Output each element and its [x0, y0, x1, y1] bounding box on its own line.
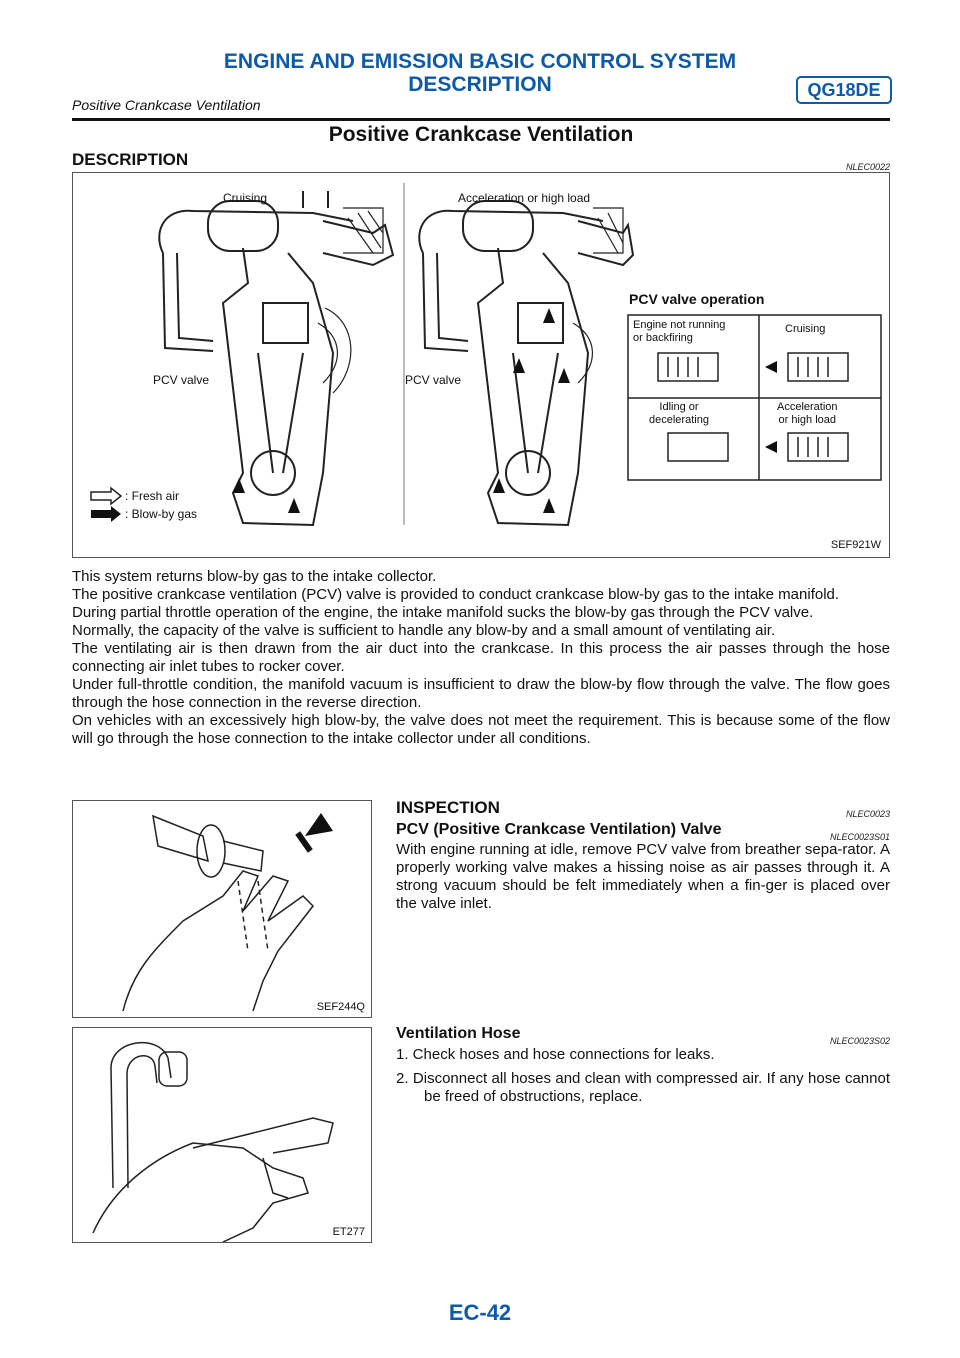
op-cell-idling-line2: decelerating	[649, 414, 709, 426]
description-code: NLEC0022	[845, 162, 890, 172]
op-cell-accel	[777, 401, 838, 427]
list-item: 2. Disconnect all hoses and clean with compressed air. If any hose cannot be freed of obstructions, replace.	[396, 1070, 890, 1105]
description-text	[72, 568, 890, 748]
list-item: 1. Check hoses and hose connections for leaks.	[396, 1046, 715, 1063]
op-cell-cruising: Cruising	[785, 323, 826, 335]
paragraph: This system returns blow-by gas to the intake collector.	[72, 568, 437, 585]
pcv-valve-code: NLEC0023S01	[829, 832, 890, 842]
section-title: Positive Crankcase Ventilation	[328, 123, 634, 146]
label-pcv-left: PCV valve	[153, 373, 210, 387]
label-accel: Acceleration or high load	[458, 191, 591, 205]
ventilation-hose-steps	[396, 1046, 890, 1106]
ventilation-hose-code: NLEC0023S02	[829, 1036, 890, 1046]
op-cell-engine-off-line2: or backfiring	[633, 332, 693, 344]
pcv-system-figure	[72, 172, 890, 558]
op-cell-accel-line2: or high load	[778, 414, 837, 426]
legend-fresh-air: : Fresh air	[125, 489, 180, 503]
pcv-system-diagram	[73, 173, 889, 557]
op-cell-idling-line1: Idling or	[659, 401, 699, 413]
hose-cleaning-drawing	[73, 1028, 371, 1242]
legend-blowby: : Blow-by gas	[125, 507, 198, 521]
label-pcv-right: PCV valve	[405, 373, 462, 387]
model-badge: QG18DE	[796, 76, 892, 104]
inspection-heading: INSPECTION	[396, 798, 500, 817]
figure-caption-et277: ET277	[332, 1226, 365, 1238]
paragraph: Normally, the capacity of the valve is sufficient to handle any blow-by and a small amount of ventilating air.	[72, 622, 776, 639]
header-rule	[72, 118, 890, 121]
figure-caption-sef921w: SEF921W	[830, 539, 881, 551]
op-cell-idling	[649, 401, 709, 427]
header-title-line2: DESCRIPTION	[408, 73, 552, 96]
pcv-valve-text: With engine running at idle, remove PCV valve from breather sepa-rator. A properly working valve makes a hissing noise as air passes through it. A strong vacuum should be felt immediately when a fin-ger is placed over the valve inlet.	[396, 841, 890, 912]
pcv-valve-figure	[72, 800, 372, 1018]
page-number: EC-42	[448, 1300, 512, 1325]
pcv-valve-heading: PCV (Positive Crankcase Ventilation) Valve	[396, 821, 722, 838]
pcv-valve-hand-drawing	[73, 801, 371, 1017]
ventilation-hose-figure	[72, 1027, 372, 1243]
header-subtitle: Positive Crankcase Ventilation	[72, 97, 261, 113]
op-cell-engine-off-line1: Engine not running	[633, 319, 726, 331]
paragraph: During partial throttle operation of the engine, the intake manifold sucks the blow-by gas through the PCV valve.	[72, 604, 814, 621]
paragraph: The ventilating air is then drawn from the air duct into the crankcase. In this process the air passes through the hose connecting air inlet tubes to rocker cover.	[72, 640, 890, 675]
figure-caption-sef244q: SEF244Q	[316, 1001, 365, 1013]
inspection-code: NLEC0023	[845, 809, 890, 819]
header-title-line1: ENGINE AND EMISSION BASIC CONTROL SYSTEM	[223, 50, 737, 73]
paragraph: On vehicles with an excessively high blow-by, the valve does not meet the requirement. This is because some of the flow will go through the hose connection to the intake collector under all conditions.	[72, 712, 890, 747]
label-cruising: Cruising	[223, 191, 268, 205]
description-heading: DESCRIPTION	[72, 150, 189, 169]
op-cell-accel-line1: Acceleration	[777, 401, 838, 413]
ventilation-hose-heading: Ventilation Hose	[396, 1025, 521, 1042]
paragraph: Under full-throttle condition, the manifold vacuum is insufficient to draw the blow-by flow through the valve. The flow goes through the hose connection in the reverse direction.	[72, 676, 890, 711]
pcv-operation-title: PCV valve operation	[629, 291, 765, 307]
paragraph: The positive crankcase ventilation (PCV) valve is provided to conduct crankcase blow-by gas to the intake manifold.	[72, 586, 840, 603]
op-cell-engine-off	[633, 319, 725, 345]
